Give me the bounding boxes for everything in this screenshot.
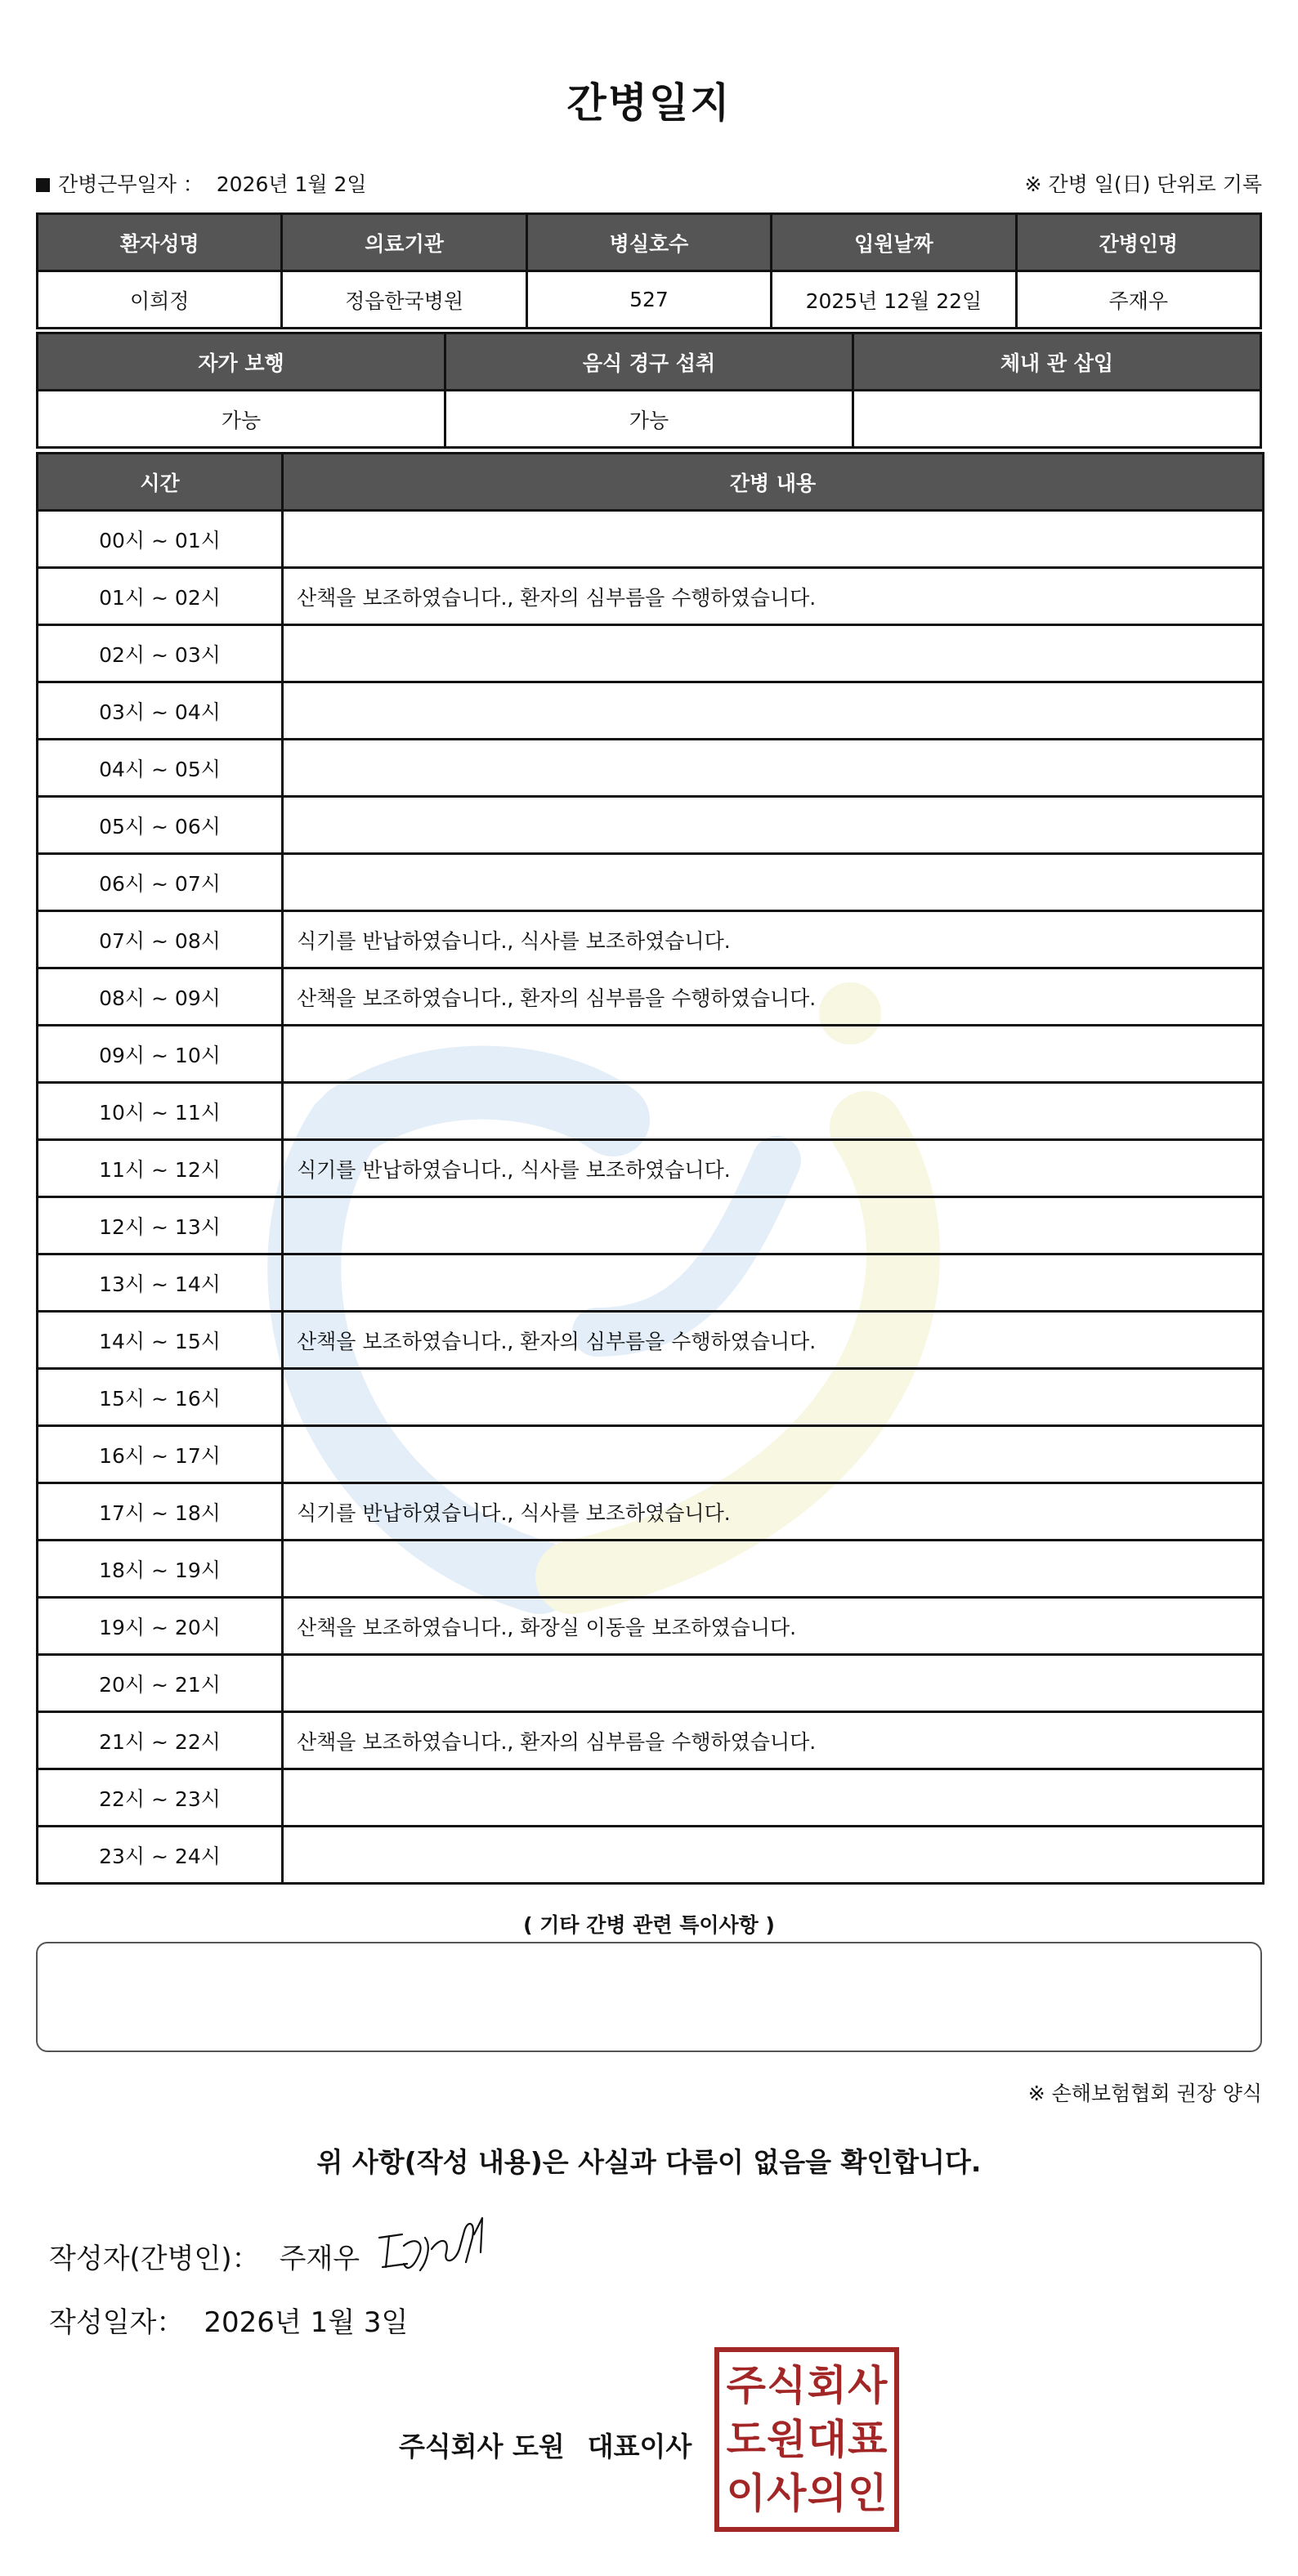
time-cell: 02시 ~ 03시 bbox=[38, 625, 283, 682]
seal-char: 사 bbox=[767, 2470, 807, 2517]
care-content-cell: 식기를 반납하였습니다., 식사를 보조하였습니다. bbox=[283, 1483, 1264, 1541]
company-signature-line bbox=[399, 2426, 692, 2464]
table-row bbox=[38, 625, 1264, 682]
care-content-cell bbox=[283, 1827, 1264, 1884]
time-cell: 17시 ~ 18시 bbox=[38, 1483, 283, 1541]
care-content-cell: 산책을 보조하였습니다., 환자의 심부름을 수행하였습니다. bbox=[283, 1312, 1264, 1369]
status-header-row bbox=[38, 333, 1261, 391]
seal-char: 대 bbox=[807, 2416, 847, 2463]
time-cell: 06시 ~ 07시 bbox=[38, 854, 283, 911]
time-cell: 15시 ~ 16시 bbox=[38, 1369, 283, 1426]
care-content-cell bbox=[283, 1026, 1264, 1083]
log-header-row bbox=[38, 454, 1264, 511]
care-content-cell: 식기를 반납하였습니다., 식사를 보조하였습니다. bbox=[283, 1140, 1264, 1197]
time-cell: 19시 ~ 20시 bbox=[38, 1598, 283, 1655]
header-caregiver: 간병인명 bbox=[1016, 214, 1260, 271]
seal-char: 회 bbox=[807, 2362, 847, 2409]
admission-date: 2025년 12월 22일 bbox=[772, 271, 1016, 329]
author-name: 주재우 bbox=[279, 2243, 360, 2275]
table-row bbox=[38, 740, 1264, 797]
info-value-row bbox=[38, 271, 1261, 329]
care-content-cell bbox=[283, 625, 1264, 682]
header-patient-name: 환자성명 bbox=[38, 214, 282, 271]
care-content-cell bbox=[283, 511, 1264, 568]
care-content-cell bbox=[283, 1254, 1264, 1312]
seal-char: 표 bbox=[848, 2416, 888, 2463]
oral-intake-value: 가능 bbox=[445, 391, 853, 448]
care-content-cell bbox=[283, 1426, 1264, 1483]
time-cell: 09시 ~ 10시 bbox=[38, 1026, 283, 1083]
company-seal bbox=[714, 2347, 899, 2532]
table-row bbox=[38, 568, 1264, 625]
seal-char: 식 bbox=[767, 2362, 807, 2409]
time-cell: 18시 ~ 19시 bbox=[38, 1541, 283, 1598]
written-date-row bbox=[49, 2300, 408, 2340]
care-content-cell bbox=[283, 1769, 1264, 1827]
author-row bbox=[49, 2236, 360, 2285]
room-number: 527 bbox=[526, 271, 771, 329]
time-cell: 16시 ~ 17시 bbox=[38, 1426, 283, 1483]
signature bbox=[374, 2213, 497, 2275]
time-cell: 22시 ~ 23시 bbox=[38, 1769, 283, 1827]
time-cell: 05시 ~ 06시 bbox=[38, 797, 283, 854]
header-room: 병실호수 bbox=[526, 214, 771, 271]
header-care-content: 간병 내용 bbox=[283, 454, 1264, 511]
time-cell: 10시 ~ 11시 bbox=[38, 1083, 283, 1140]
seal-char: 도 bbox=[726, 2416, 766, 2463]
time-cell: 03시 ~ 04시 bbox=[38, 682, 283, 740]
care-content-cell bbox=[283, 682, 1264, 740]
unit-note: ※ 간병 일(日) 단위로 기록 bbox=[1024, 172, 1262, 196]
seal-char: 원 bbox=[767, 2416, 807, 2463]
table-row bbox=[38, 511, 1264, 568]
recommend-note: ※ 손해보험협회 권장 양식 bbox=[1027, 2082, 1262, 2105]
table-row bbox=[38, 1140, 1264, 1197]
company-name: 주식회사 도원 bbox=[399, 2431, 565, 2462]
caregiver-name: 주재우 bbox=[1016, 271, 1260, 329]
author-label: 작성자(간병인)： bbox=[49, 2243, 260, 2275]
table-row bbox=[38, 1197, 1264, 1254]
table-row bbox=[38, 1426, 1264, 1483]
table-row bbox=[38, 854, 1264, 911]
table-row bbox=[38, 1541, 1264, 1598]
time-cell: 21시 ~ 22시 bbox=[38, 1712, 283, 1769]
self-walking-value: 가능 bbox=[38, 391, 445, 448]
table-row bbox=[38, 1369, 1264, 1426]
table-row bbox=[38, 1769, 1264, 1827]
care-content-cell bbox=[283, 740, 1264, 797]
table-row bbox=[38, 1598, 1264, 1655]
written-date-value: 2026년 1월 3일 bbox=[204, 2306, 409, 2339]
care-content-cell: 식기를 반납하였습니다., 식사를 보조하였습니다. bbox=[283, 911, 1264, 968]
header-admission-date: 입원날짜 bbox=[772, 214, 1016, 271]
hospital-name: 정읍한국병원 bbox=[282, 271, 526, 329]
time-cell: 20시 ~ 21시 bbox=[38, 1655, 283, 1712]
table-row bbox=[38, 1026, 1264, 1083]
seal-char: 주 bbox=[726, 2362, 766, 2409]
table-row bbox=[38, 1655, 1264, 1712]
care-content-cell: 산책을 보조하였습니다., 환자의 심부름을 수행하였습니다. bbox=[283, 968, 1264, 1026]
info-header-row bbox=[38, 214, 1261, 271]
time-cell: 07시 ~ 08시 bbox=[38, 911, 283, 968]
table-row bbox=[38, 1254, 1264, 1312]
care-log-table bbox=[36, 452, 1264, 1885]
time-cell: 04시 ~ 05시 bbox=[38, 740, 283, 797]
table-row bbox=[38, 1312, 1264, 1369]
header-hospital: 의료기관 bbox=[282, 214, 526, 271]
care-content-cell bbox=[283, 1197, 1264, 1254]
time-cell: 12시 ~ 13시 bbox=[38, 1197, 283, 1254]
written-date-label: 작성일자： bbox=[49, 2306, 185, 2339]
care-content-cell bbox=[283, 1369, 1264, 1426]
page-title: 간병일지 bbox=[566, 79, 732, 127]
patient-info-table bbox=[36, 212, 1262, 329]
time-cell: 08시 ~ 09시 bbox=[38, 968, 283, 1026]
work-date-value: 2026년 1월 2일 bbox=[216, 172, 367, 196]
meta-row bbox=[36, 168, 1262, 201]
table-row bbox=[38, 1712, 1264, 1769]
time-cell: 14시 ~ 15시 bbox=[38, 1312, 283, 1369]
status-value-row bbox=[38, 391, 1261, 448]
table-row bbox=[38, 911, 1264, 968]
table-row bbox=[38, 968, 1264, 1026]
seal-char: 의 bbox=[807, 2470, 847, 2517]
table-row bbox=[38, 1483, 1264, 1541]
care-content-cell bbox=[283, 1655, 1264, 1712]
remarks-title: ( 기타 간병 관련 특이사항 ) bbox=[523, 1913, 775, 1937]
care-content-cell: 산책을 보조하였습니다., 환자의 심부름을 수행하였습니다. bbox=[283, 568, 1264, 625]
header-oral-intake: 음식 경구 섭취 bbox=[445, 333, 853, 391]
care-content-cell bbox=[283, 1541, 1264, 1598]
work-date-label: 간병근무일자 ： bbox=[58, 172, 204, 196]
patient-name: 이희정 bbox=[38, 271, 282, 329]
seal-char: 인 bbox=[848, 2470, 888, 2517]
time-cell: 00시 ~ 01시 bbox=[38, 511, 283, 568]
work-date bbox=[36, 168, 367, 198]
remarks-box bbox=[36, 1942, 1262, 2052]
care-content-cell bbox=[283, 797, 1264, 854]
ceo-label: 대표이사 bbox=[587, 2431, 692, 2462]
table-row bbox=[38, 1083, 1264, 1140]
table-row bbox=[38, 682, 1264, 740]
care-content-cell bbox=[283, 1083, 1264, 1140]
care-content-cell: 산책을 보조하였습니다., 환자의 심부름을 수행하였습니다. bbox=[283, 1712, 1264, 1769]
tube-insertion-value bbox=[853, 391, 1261, 448]
confirm-statement: 위 사항(작성 내용)은 사실과 다름이 없음을 확인합니다. bbox=[316, 2146, 982, 2178]
time-cell: 01시 ~ 02시 bbox=[38, 568, 283, 625]
header-time: 시간 bbox=[38, 454, 283, 511]
square-bullet-icon bbox=[36, 178, 50, 192]
seal-char: 이 bbox=[726, 2470, 766, 2517]
care-content-cell bbox=[283, 854, 1264, 911]
seal-char: 사 bbox=[848, 2362, 888, 2409]
table-row bbox=[38, 1827, 1264, 1884]
time-cell: 13시 ~ 14시 bbox=[38, 1254, 283, 1312]
time-cell: 23시 ~ 24시 bbox=[38, 1827, 283, 1884]
table-row bbox=[38, 797, 1264, 854]
care-content-cell: 산책을 보조하였습니다., 화장실 이동을 보조하였습니다. bbox=[283, 1598, 1264, 1655]
header-self-walking: 자가 보행 bbox=[38, 333, 445, 391]
patient-status-table bbox=[36, 332, 1262, 449]
header-tube-insertion: 체내 관 삽입 bbox=[853, 333, 1261, 391]
time-cell: 11시 ~ 12시 bbox=[38, 1140, 283, 1197]
